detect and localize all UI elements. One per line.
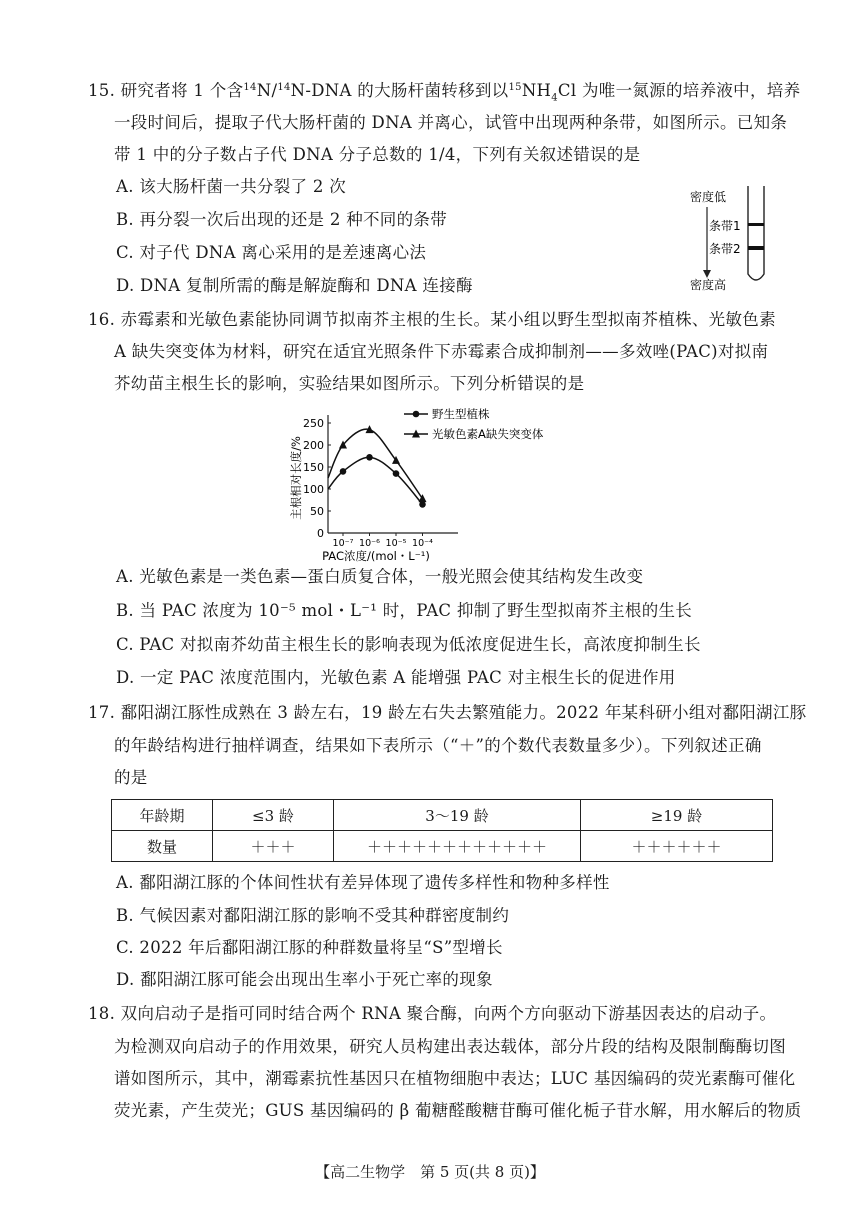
q18-line4: 荧光素，产生荧光；GUS 基因编码的 β 葡糖醛酸糖苷酶可催化栀子苷水解，用水解后的物质 bbox=[114, 1101, 802, 1120]
q15-option-a: A. 该大肠杆菌一共分裂了 2 次 bbox=[116, 177, 346, 196]
band1-label: 条带1 bbox=[709, 219, 741, 233]
q15-line3: 带 1 中的分子数占子代 DNA 分子总数的 1/4，下列有关叙述错误的是 bbox=[114, 145, 641, 164]
x-tick-label: 10⁻⁴ bbox=[412, 538, 433, 549]
q18-line1: 18. 双向启动子是指可同时结合两个 RNA 聚合酶，向两个方向驱动下游基因表达的启动子。 bbox=[88, 1004, 777, 1023]
density-low-label: 密度低 bbox=[690, 190, 727, 204]
legend-label-2: 光敏色素A缺失突变体 bbox=[432, 427, 544, 441]
table-header-cell: ≤3 龄 bbox=[213, 800, 334, 831]
q17-option-b: B. 气候因素对鄱阳湖江豚的影响不受其种群密度制约 bbox=[116, 906, 510, 925]
series-1-point bbox=[393, 470, 400, 477]
q16-line2: A 缺失突变体为材料，研究在适宜光照条件下赤霉素合成抑制剂——多效唑(PAC)对拟南 bbox=[114, 342, 769, 361]
q16-line3: 芥幼苗主根生长的影响，实验结果如图所示。下列分析错误的是 bbox=[114, 374, 585, 393]
density-high-label: 密度高 bbox=[690, 278, 727, 292]
q15-line2: 一段时间后，提取子代大肠杆菌的 DNA 并离心，试管中出现两种条带，如图所示。已知条 bbox=[114, 113, 788, 132]
q15-line1: 15. 研究者将 1 个含$^{14}$N/$^{14}$N-DNA 的大肠杆菌转移到以$^{15}NH_4Cl$ 为唯一氮源的培养液中，培养 bbox=[88, 81, 801, 104]
q15-option-c: C. 对子代 DNA 离心采用的是差速离心法 bbox=[116, 243, 427, 262]
table-header-cell: ≥19 龄 bbox=[581, 800, 773, 831]
series-line-2 bbox=[328, 429, 423, 498]
x-axis-label: PAC浓度/(mol・L⁻¹) bbox=[322, 549, 430, 563]
q16-option-a: A. 光敏色素是一类色素—蛋白质复合体，一般光照会使其结构发生改变 bbox=[116, 567, 644, 586]
pac-root-length-chart bbox=[286, 405, 586, 565]
q18-line2: 为检测双向启动子的作用效果，研究人员构建出表达载体，部分片段的结构及限制酶酶切图 bbox=[114, 1037, 786, 1056]
y-tick-label: 200 bbox=[303, 439, 324, 452]
series-1-point bbox=[366, 454, 373, 461]
q17-option-a: A. 鄱阳湖江豚的个体间性状有差异体现了遗传多样性和物种多样性 bbox=[116, 873, 610, 892]
y-tick-label: 100 bbox=[303, 483, 324, 496]
legend-marker-1 bbox=[413, 411, 420, 418]
age-structure-table bbox=[111, 799, 773, 862]
y-axis-label: 主根相对长度/% bbox=[289, 436, 303, 520]
q17-line3: 的是 bbox=[114, 768, 148, 787]
q16-option-d: D. 一定 PAC 浓度范围内，光敏色素 A 能增强 PAC 对主根生长的促进作用 bbox=[116, 668, 676, 687]
q17-option-d: D. 鄱阳湖江豚可能会出现出生率小于死亡率的现象 bbox=[116, 970, 493, 989]
q16-line1: 16. 赤霉素和光敏色素能协同调节拟南芥主根的生长。某小组以野生型拟南芥植株、光敏色素 bbox=[88, 310, 776, 329]
table-cell: ＋＋＋＋＋＋＋＋＋＋＋＋ bbox=[334, 831, 581, 862]
x-tick-label: 10⁻⁵ bbox=[385, 538, 407, 549]
page-footer: 【高二生物学 第 5 页(共 8 页)】 bbox=[315, 1163, 545, 1181]
q17-line1: 17. 鄱阳湖江豚性成熟在 3 龄左右，19 龄左右失去繁殖能力。2022 年某科研小组对鄱阳湖江豚 bbox=[88, 703, 807, 722]
q17-line2: 的年龄结构进行抽样调查，结果如下表所示（“＋”的个数代表数量多少）。下列叙述正确 bbox=[114, 736, 762, 755]
band2-label: 条带2 bbox=[709, 242, 741, 256]
q18-line3: 谱如图所示，其中，潮霉素抗性基因只在植物细胞中表达；LUC 基因编码的荧光素酶可催化 bbox=[114, 1069, 796, 1088]
band-2 bbox=[748, 246, 764, 250]
legend-label-1: 野生型植株 bbox=[432, 407, 490, 421]
q15-option-d: D. DNA 复制所需的酶是解旋酶和 DNA 连接酶 bbox=[116, 276, 473, 295]
table-cell: ＋＋＋ bbox=[213, 831, 334, 862]
table-cell: 数量 bbox=[112, 831, 213, 862]
y-tick-label: 250 bbox=[303, 417, 324, 430]
test-tube bbox=[748, 186, 764, 280]
table-header-cell: 3～19 龄 bbox=[334, 800, 581, 831]
table-cell: ＋＋＋＋＋＋ bbox=[581, 831, 773, 862]
q16-option-c: C. PAC 对拟南芥幼苗主根生长的影响表现为低浓度促进生长，高浓度抑制生长 bbox=[116, 635, 701, 654]
y-tick-label: 50 bbox=[310, 505, 324, 518]
density-arrow-head bbox=[703, 270, 711, 278]
q16-option-b: B. 当 PAC 浓度为 10⁻⁵ mol・L⁻¹ 时，PAC 抑制了野生型拟南芥主根的生长 bbox=[116, 601, 693, 620]
x-tick-label: 10⁻⁶ bbox=[359, 538, 380, 549]
y-tick-label: 0 bbox=[317, 527, 324, 540]
q17-option-c: C. 2022 年后鄱阳湖江豚的种群数量将呈“S”型增长 bbox=[116, 938, 503, 957]
series-1-point bbox=[340, 468, 347, 475]
q15-option-b: B. 再分裂一次后出现的还是 2 种不同的条带 bbox=[116, 210, 448, 229]
band-1 bbox=[748, 223, 764, 226]
table-row bbox=[112, 800, 773, 831]
table-row bbox=[112, 831, 773, 862]
x-tick-label: 10⁻⁷ bbox=[332, 538, 354, 549]
y-tick-label: 150 bbox=[303, 461, 324, 474]
centrifuge-tube-figure bbox=[680, 182, 780, 298]
series-line-1 bbox=[328, 457, 423, 504]
table-header-cell: 年龄期 bbox=[112, 800, 213, 831]
